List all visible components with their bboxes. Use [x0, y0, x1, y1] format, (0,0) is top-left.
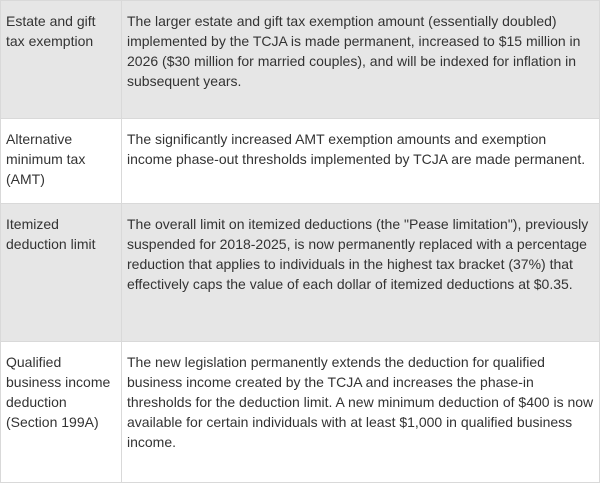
- provision-description: The significantly increased AMT exemption amounts and exemption income phase-out thresholds implemented by TCJA are made permanent.: [122, 119, 600, 204]
- provision-description: The new legislation permanently extends the deduction for qualified business income created by the TCJA and increases the phase-in thresholds for the deduction limit. A new minimum deduction of $400 is now available for certain individuals with at least $1,000 in qualified business income.: [122, 342, 600, 483]
- provision-term: Qualified business income deduction (Section 199A): [1, 342, 122, 483]
- provision-description: The larger estate and gift tax exemption amount (essentially doubled) implemented by the TCJA is made permanent, increased to $15 million in 2026 ($30 million for married couples), and will be indexed for inflation in subsequent years.: [122, 1, 600, 119]
- table-row: [1, 1, 600, 119]
- provision-term: Estate and gift tax exemption: [1, 1, 122, 119]
- table-row: [1, 204, 600, 342]
- provision-term: Itemized deduction limit: [1, 204, 122, 342]
- provision-description: The overall limit on itemized deductions (the "Pease limitation"), previously suspended for 2018-2025, is now permanently replaced with a percentage reduction that applies to individuals in the highest tax bracket (37%) that effectively caps the value of each dollar of itemized deductions at $0.35.: [122, 204, 600, 342]
- table-row: [1, 119, 600, 204]
- provision-term: Alternative minimum tax (AMT): [1, 119, 122, 204]
- table-row: [1, 342, 600, 483]
